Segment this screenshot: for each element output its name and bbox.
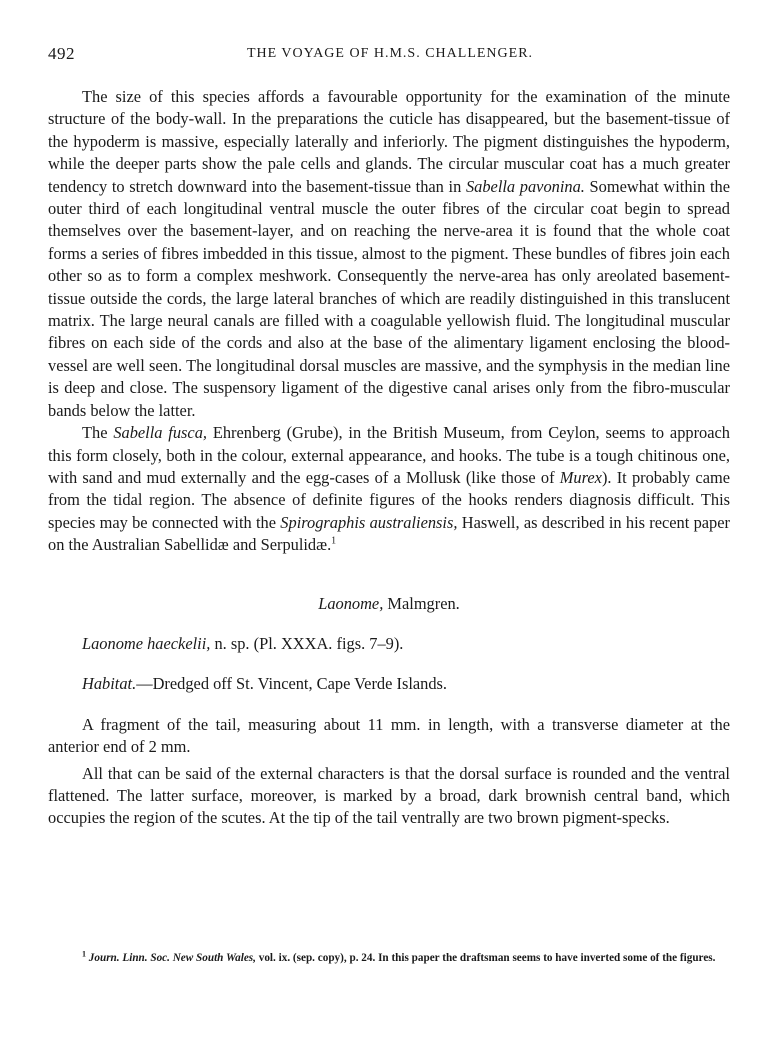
running-title: THE VOYAGE OF H.M.S. CHALLENGER.: [246, 46, 534, 61]
taxon-name: Sabella fusca,: [113, 423, 207, 443]
paragraph-external-characters: All that can be said of the external characters is that the dorsal surface is rounded and the ventral flattened. The latter surface, moreover, is marked by a broad, dark brownish central band, which occupies the region of the scutes. At the tip of the tail ventrally are two brown pigment-specks.: [48, 763, 730, 828]
paragraph-body-wall: The size of this species affords a favourable opportunity for the examination of the minute structure of the body-wall. In the preparations the cuticle has disappeared, but the basement-tissue of the hypoderm is massive, especially laterally and inferiorly. The pigment distinguishes the hypoderm, while the deeper parts show the pale cells and glands. The circular muscular coat has a much greater tendency to stretch downward into the basement-tissue than in Sabella pavonina. Somewhat within the outer third of each longitudinal ventral muscle the outer fibres of the circular coat begin to spread themselves over the basement-layer, and on reaching the nerve-area it is found that the whole coat forms a series of fibres imbedded in this tissue, almost to the pigment. These bundles of fibres join each other so as to form a complex meshwork. Consequently the nerve-area has only areolated basement-tissue outside the cords, the large lateral branches of which are readily distinguished in this translucent matrix. The large neural canals are filled with a coagulable yellowish fluid. The longitudinal muscular fibres on each side of the cords and also at the base of the alimentary ligament enclosing the blood-vessel are well seen. The longitudinal dorsal muscles are massive, and the symphysis in the median line is deep and close. The suspensory ligament of the digestive canal arises only from the fibro-muscular bands below the latter.: [48, 87, 730, 420]
paragraph-fragment: A fragment of the tail, measuring about 11 mm. in length, with a transverse diameter at the anterior end of 2 mm.: [48, 714, 730, 757]
body-text: [48, 86, 730, 830]
genus-heading: Laonome, Malmgren.: [318, 593, 460, 613]
footnote: $^1$ Journ. Linn. Soc. New South Wales, vol. ix. (sep. copy), p. 24. In this paper the draftsman seems to have inverted some of the figures.: [82, 949, 716, 964]
taxon-name: Sabella pavonina.: [465, 176, 585, 196]
taxon-name: Spirographis australiensis,: [280, 512, 458, 532]
footnote-reference: 1: [331, 535, 337, 547]
running-header: [48, 44, 732, 68]
footnote-mark: 1: [82, 949, 86, 959]
paragraph-sabella-fusca: The Sabella fusca, Ehrenberg (Grube), in the British Museum, from Ceylon, seems to approach this form closely, both in the colour, external appearance, and hooks. The tube is a tough chitinous one, with sand and mud externally and the egg-cases of a Mollusk (like those of Murex). It probably came from the tidal region. The absence of definite figures of the hooks renders diagnosis difficult. This species may be connected with the Spirographis australiensis, Haswell, as described in his recent paper on the Australian Sabellidæ and Serpulidæ.$^1$: [48, 423, 730, 555]
species-heading: Laonome haeckelii, n. sp. (Pl. XXXA. figs. 7–9).: [82, 633, 404, 653]
page-number: 492: [48, 44, 75, 63]
taxon-name: Murex: [559, 467, 602, 487]
habitat-line: Habitat.—Dredged off St. Vincent, Cape Verde Islands.: [82, 674, 448, 694]
